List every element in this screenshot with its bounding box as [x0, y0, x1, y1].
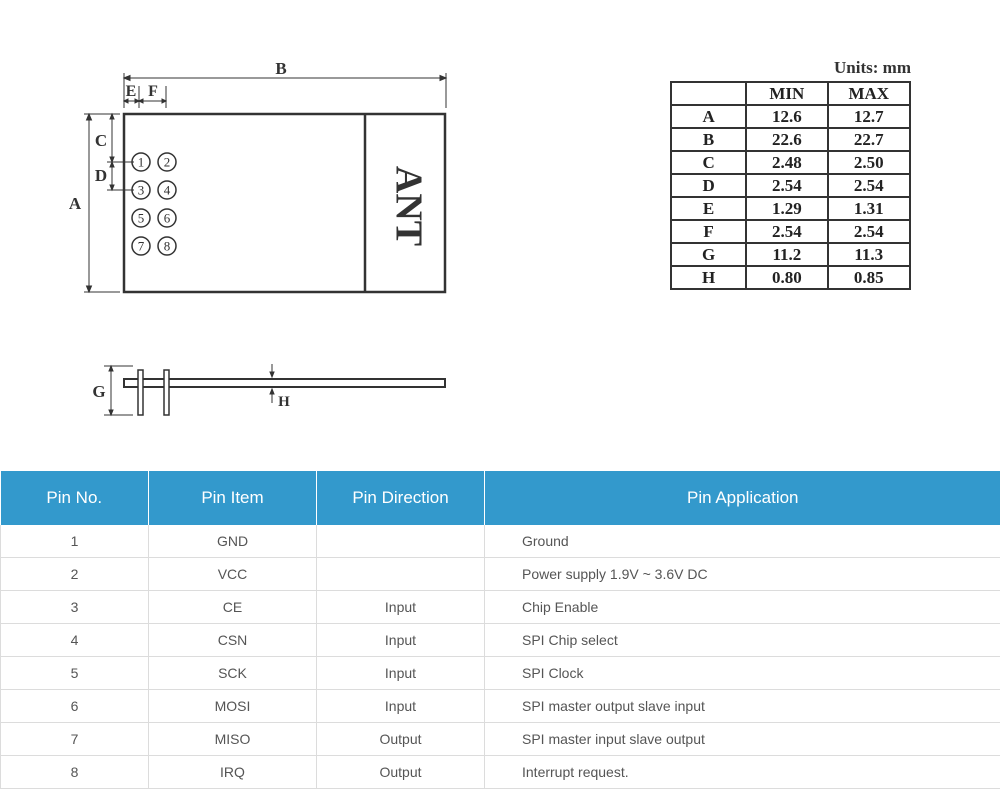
- pin-row: [1, 756, 1000, 789]
- pin-application: Ground: [485, 525, 1000, 558]
- dimensions-row: [671, 128, 910, 151]
- pin-number: 1: [137, 154, 145, 170]
- dimensions-header: [671, 82, 746, 105]
- pin-no: 6: [1, 690, 149, 723]
- dimension-min: 0.80: [746, 266, 827, 289]
- pin-no: 2: [1, 558, 149, 591]
- dim-label-e: E: [125, 83, 137, 100]
- dimension-max: 2.50: [828, 151, 910, 174]
- pin-row: [1, 624, 1000, 657]
- pin-no: 4: [1, 624, 149, 657]
- pin-grid: [132, 153, 176, 255]
- pin-direction: Input: [317, 591, 485, 624]
- dim-label-d: D: [94, 166, 108, 185]
- dim-label-f: F: [148, 83, 158, 100]
- dimensions-row: [671, 105, 910, 128]
- dim-label-c: C: [94, 131, 108, 150]
- pin-number: 3: [137, 182, 145, 198]
- dimension-label: B: [671, 128, 746, 151]
- pin-no: 3: [1, 591, 149, 624]
- dimension-max: 2.54: [828, 220, 910, 243]
- dimension-label: A: [671, 105, 746, 128]
- antenna-label: ANT: [387, 165, 430, 247]
- pin-row: [1, 591, 1000, 624]
- pin-number: 2: [163, 154, 171, 170]
- dimension-min: 1.29: [746, 197, 827, 220]
- pin-table: [0, 471, 1000, 789]
- pin-direction: [317, 525, 485, 558]
- dimensions-row: [671, 174, 910, 197]
- dimensions-row: [671, 197, 910, 220]
- dimension-label: F: [671, 220, 746, 243]
- pin-row: [1, 558, 1000, 591]
- pin-item: VCC: [149, 558, 317, 591]
- dim-label-a: A: [68, 194, 82, 213]
- pin-number: 7: [137, 238, 145, 254]
- dimension-c-d: [107, 114, 134, 190]
- dimension-max: 22.7: [828, 128, 910, 151]
- dimensions-table: [670, 81, 911, 290]
- dimension-label: D: [671, 174, 746, 197]
- dimensions-row: [671, 243, 910, 266]
- pin-application: SPI master input slave output: [485, 723, 1000, 756]
- pin-row: [1, 525, 1000, 558]
- dimension-label: C: [671, 151, 746, 174]
- dimensions-header: MAX: [828, 82, 910, 105]
- dimension-max: 2.54: [828, 174, 910, 197]
- pin-direction: Output: [317, 723, 485, 756]
- dimension-min: 22.6: [746, 128, 827, 151]
- dimension-label: G: [671, 243, 746, 266]
- pin-item: SCK: [149, 657, 317, 690]
- pin-number: 8: [163, 238, 171, 254]
- dimension-min: 2.54: [746, 174, 827, 197]
- pin-header-item: Pin Item: [149, 471, 317, 525]
- pin-application: Chip Enable: [485, 591, 1000, 624]
- pin-item: MISO: [149, 723, 317, 756]
- pin-direction: Input: [317, 657, 485, 690]
- pin-row: [1, 723, 1000, 756]
- dimension-b: [124, 73, 446, 108]
- dim-label-h: H: [278, 394, 290, 410]
- dimension-label: H: [671, 266, 746, 289]
- pin-direction: Input: [317, 690, 485, 723]
- pin-row: [1, 690, 1000, 723]
- side-view-pin: [138, 370, 143, 415]
- dimension-g: [104, 366, 133, 415]
- pin-item: GND: [149, 525, 317, 558]
- pin-application: Interrupt request.: [485, 756, 1000, 789]
- pin-application: SPI Clock: [485, 657, 1000, 690]
- pin-no: 7: [1, 723, 149, 756]
- dimensions-row: [671, 151, 910, 174]
- dimensions-header: MIN: [746, 82, 827, 105]
- pin-direction: Input: [317, 624, 485, 657]
- pin-header-no: Pin No.: [1, 471, 149, 525]
- pin-no: 8: [1, 756, 149, 789]
- dim-label-g: G: [92, 382, 106, 401]
- dimensions-row: [671, 266, 910, 289]
- side-view-board: [124, 379, 445, 387]
- dimension-min: 12.6: [746, 105, 827, 128]
- dim-label-b: B: [275, 59, 287, 78]
- dimension-max: 12.7: [828, 105, 910, 128]
- pin-number: 4: [163, 182, 171, 198]
- pin-number: 6: [163, 210, 171, 226]
- dimension-min: 11.2: [746, 243, 827, 266]
- pin-table-header-row: [1, 471, 1000, 525]
- dimension-max: 1.31: [828, 197, 910, 220]
- dimension-min: 2.54: [746, 220, 827, 243]
- pin-number: 5: [137, 210, 145, 226]
- pin-header-direction: Pin Direction: [317, 471, 485, 525]
- dimension-max: 11.3: [828, 243, 910, 266]
- pin-item: CE: [149, 591, 317, 624]
- pin-direction: [317, 558, 485, 591]
- pin-application: Power supply 1.9V ~ 3.6V DC: [485, 558, 1000, 591]
- pin-item: MOSI: [149, 690, 317, 723]
- pin-header-application: Pin Application: [485, 471, 1000, 525]
- dimension-max: 0.85: [828, 266, 910, 289]
- units-label: Units: mm: [834, 58, 911, 77]
- pin-application: SPI Chip select: [485, 624, 1000, 657]
- dimensions-row: [671, 220, 910, 243]
- pin-application: SPI master output slave input: [485, 690, 1000, 723]
- dimension-label: E: [671, 197, 746, 220]
- pin-direction: Output: [317, 756, 485, 789]
- side-view-pin: [164, 370, 169, 415]
- pin-row: [1, 657, 1000, 690]
- dimension-min: 2.48: [746, 151, 827, 174]
- pin-item: CSN: [149, 624, 317, 657]
- pin-no: 1: [1, 525, 149, 558]
- dimensions-header-row: [671, 82, 910, 105]
- pin-no: 5: [1, 657, 149, 690]
- pin-item: IRQ: [149, 756, 317, 789]
- dimension-h: [270, 364, 274, 403]
